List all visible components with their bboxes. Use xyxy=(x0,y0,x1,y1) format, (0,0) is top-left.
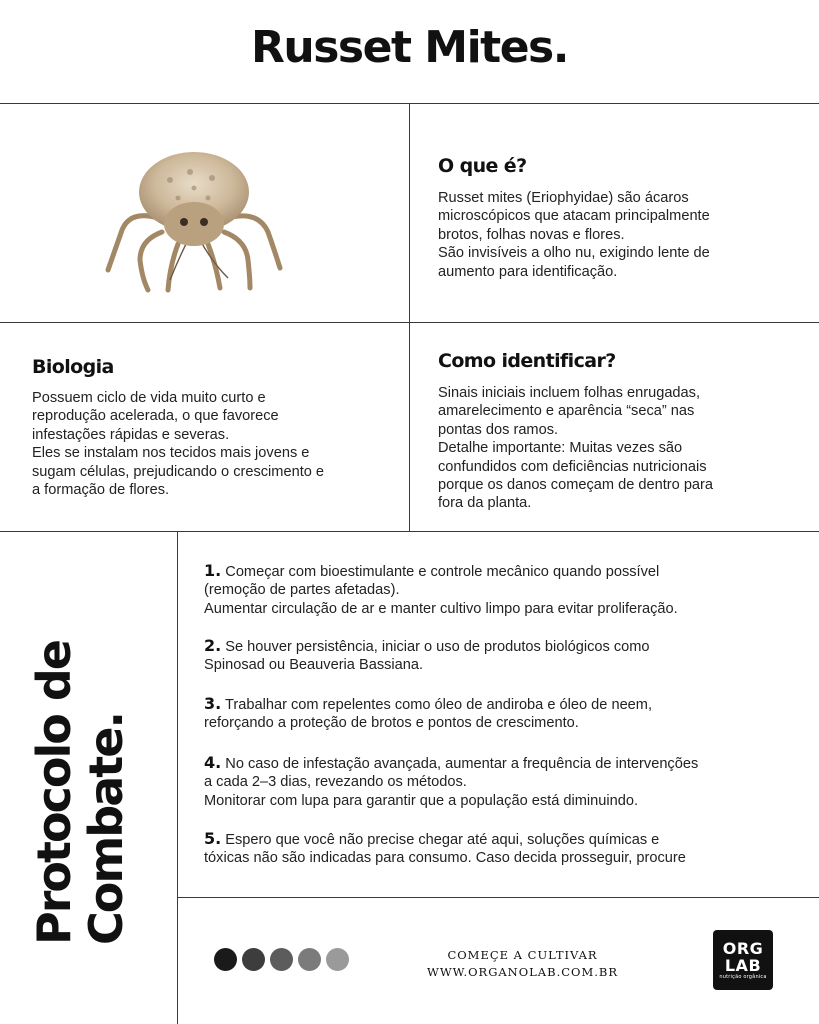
step-line: Se houver persistência, iniciar o uso de produtos biológicos como xyxy=(225,639,650,655)
protocol-step-5 xyxy=(204,830,794,868)
step-line: Monitorar com lupa para garantir que a população está diminuindo. xyxy=(204,792,639,809)
step-number: 2. xyxy=(204,636,222,655)
step-line: Espero que você não precise chegar até aqui, soluções químicas e xyxy=(225,832,660,848)
identify-text: Sinais iniciais incluem folhas enrugadas, amarelecimento e aparência “seca” nas pontas dos ramos. Detalhe importante: Muitas vezes são confundidos com deficiências nutricionais porque os danos começam de dentro para fora da planta. xyxy=(438,385,714,512)
step-line: Trabalhar com repelentes como óleo de andiroba e óleo de neem, xyxy=(225,697,653,713)
protocol-title-line1: Protocolo de xyxy=(27,641,81,945)
logo-text-org: ORG xyxy=(722,939,764,958)
divider-vertical-upper xyxy=(409,103,410,531)
step-line: a cada 2–3 dias, revezando os métodos. xyxy=(204,774,467,791)
footer-cta xyxy=(420,947,625,981)
what-is-text: Russet mites (Eriophyidae) são ácaros microscópicos que atacam principalmente brotos, folhas novas e flores. São invisíveis a olho nu, exigindo lente de aumento para identificação. xyxy=(438,190,710,280)
logo-tagline: nutrição orgânica xyxy=(719,974,767,980)
what-is-heading: O que é? xyxy=(438,155,527,177)
step-line: (remoção de partes afetadas). xyxy=(204,582,400,599)
logo-text-lab: LAB xyxy=(724,956,762,975)
step-line: No caso de infestação avançada, aumentar a frequência de intervenções xyxy=(225,756,699,772)
protocol-title xyxy=(28,641,132,945)
dot xyxy=(242,948,265,971)
biology-heading: Biologia xyxy=(32,356,114,378)
dot xyxy=(214,948,237,971)
divider-footer xyxy=(177,897,819,898)
step-number: 5. xyxy=(204,829,222,848)
divider-lower xyxy=(0,531,819,532)
protocol-step-3 xyxy=(204,695,794,733)
protocol-step-4 xyxy=(204,754,794,810)
page-title: Russet Mites. xyxy=(251,22,568,73)
identify-heading: Como identificar? xyxy=(438,350,616,372)
protocol-step-1 xyxy=(204,562,794,618)
step-line: Aumentar circulação de ar e manter cultivo limpo para evitar proliferação. xyxy=(204,600,678,617)
biology-text: Possuem ciclo de vida muito curto e reprodução acelerada, o que favorece infestações rápidas e severas. Eles se instalam nos tecidos mais jovens e sugam células, prejudicando o crescimento e a formação de flores. xyxy=(32,390,325,499)
footer-slogan: COMEÇE A CULTIVAR xyxy=(447,948,598,962)
step-line: reforçando a proteção de brotos e pontos de crescimento. xyxy=(204,715,579,732)
dot xyxy=(298,948,321,971)
dot xyxy=(270,948,293,971)
dot xyxy=(326,948,349,971)
protocol-title-line2: Combate. xyxy=(79,713,133,945)
divider-vertical-lower xyxy=(177,531,178,1024)
orglab-logo xyxy=(713,930,773,990)
step-line: tóxicas não são indicadas para consumo. Caso decida prosseguir, procure xyxy=(204,850,686,867)
step-number: 1. xyxy=(204,561,222,580)
step-line: Começar com bioestimulante e controle mecânico quando possível xyxy=(225,564,660,580)
footer-website-link[interactable]: WWW.ORGANOLAB.COM.BR xyxy=(427,965,618,979)
step-number: 4. xyxy=(204,753,222,772)
decorative-dots xyxy=(214,948,349,971)
step-number: 3. xyxy=(204,694,222,713)
protocol-step-2 xyxy=(204,637,794,675)
russet-mite-illustration xyxy=(100,140,290,300)
step-line: Spinosad ou Beauveria Bassiana. xyxy=(204,657,424,674)
